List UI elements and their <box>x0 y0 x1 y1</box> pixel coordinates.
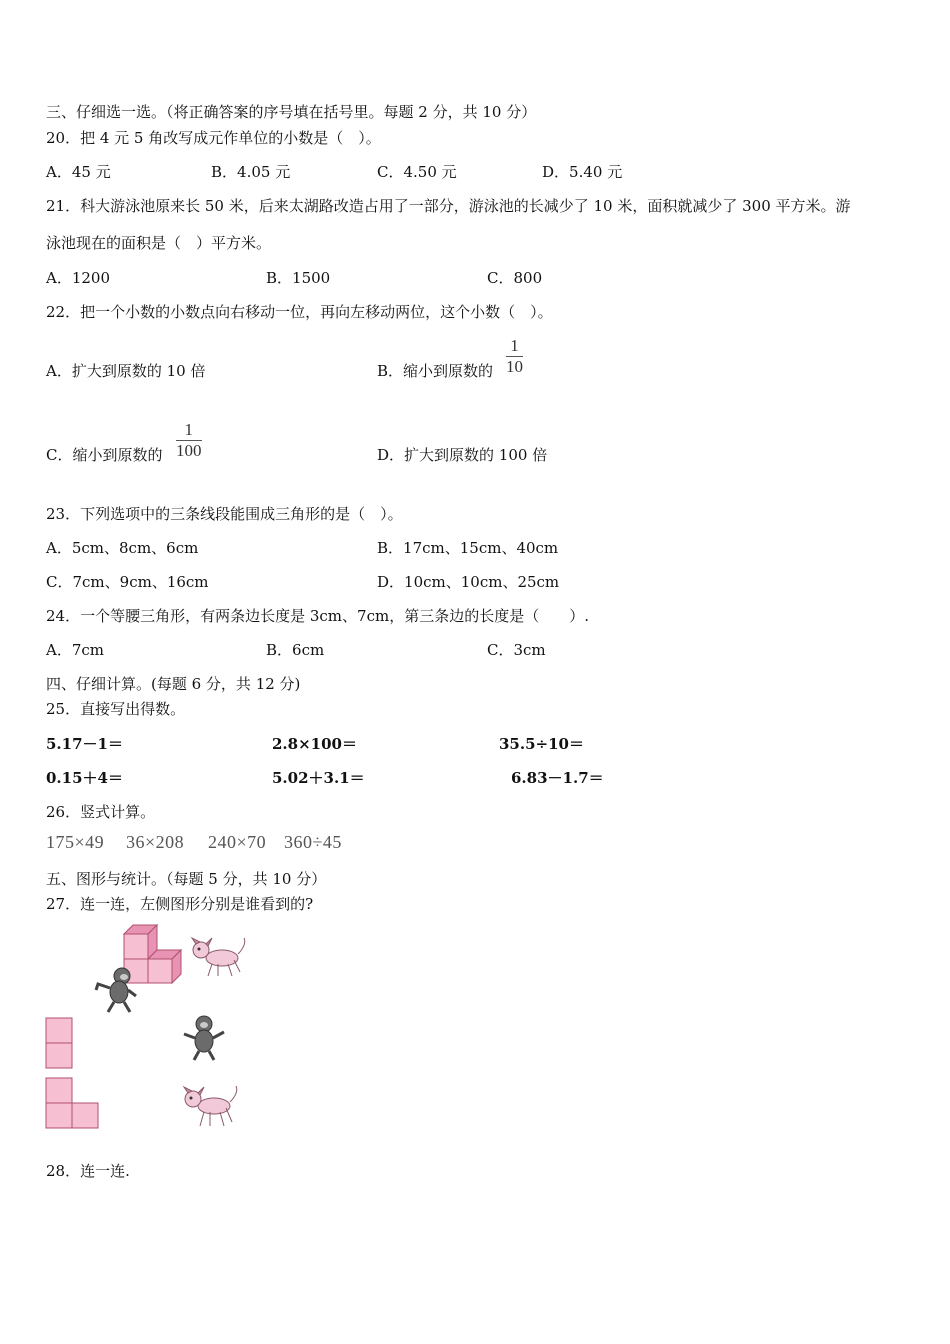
q25-expr-3: 35.5÷10＝ <box>499 735 584 753</box>
q25-expr-2: 2.8×100＝ <box>272 735 357 753</box>
q26-calc-1: 175×49 <box>46 832 105 852</box>
fraction-numerator: 1 <box>510 336 519 355</box>
q20-option-b: B．4.05 元 <box>211 163 291 181</box>
q26-calc-3: 240×70 <box>208 832 267 852</box>
q21-option-a: A．1200 <box>46 269 111 287</box>
q23-option-d: D．10cm、10cm、25cm <box>377 573 560 591</box>
q26-calc-2: 36×208 <box>126 832 185 852</box>
q23-option-b: B．17cm、15cm、40cm <box>377 539 559 557</box>
q24-option-c: C．3cm <box>487 641 546 659</box>
q22-option-a: A．扩大到原数的 10 倍 <box>46 362 206 380</box>
dog-icon <box>188 936 250 980</box>
q22-option-c-text: C．缩小到原数的 <box>46 446 163 464</box>
question-26-stem: 26．竖式计算。 <box>46 803 156 821</box>
question-21-stem-line1: 21．科大游泳池原来长 50 米，后来太湖路改造占用了一部分，游泳池的长减少了 10 米，面积就减少了 300 平方米。游 <box>46 197 851 215</box>
section-5-title: 五、图形与统计。（每题 5 分，共 10 分） <box>46 870 327 888</box>
q20-option-d: D．5.40 元 <box>542 163 623 181</box>
q24-option-a: A．7cm <box>46 641 105 659</box>
dog-icon-right <box>180 1084 242 1130</box>
fraction-denominator: 10 <box>506 357 523 376</box>
q21-option-c: C．800 <box>487 269 543 287</box>
q26-calc-4: 360÷45 <box>284 832 342 852</box>
q21-option-b: B．1500 <box>266 269 331 287</box>
fraction-denominator: 100 <box>176 441 202 460</box>
question-25-stem: 25．直接写出得数。 <box>46 700 186 718</box>
q23-option-c: C．7cm、9cm、16cm <box>46 573 209 591</box>
question-23-stem: 23．下列选项中的三条线段能围成三角形的是（ ）。 <box>46 505 403 523</box>
question-27-stem: 27．连一连，左侧图形分别是谁看到的? <box>46 895 314 913</box>
q20-option-c: C．4.50 元 <box>377 163 457 181</box>
section-4-title: 四、仔细计算。(每题 6 分，共 12 分) <box>46 675 301 693</box>
question-24-stem: 24．一个等腰三角形，有两条边长度是 3cm、7cm，第三条边的长度是（ ）. <box>46 607 589 625</box>
q22-option-c-fraction <box>176 420 202 461</box>
view-l-shape <box>45 1077 101 1131</box>
question-28-stem: 28．连一连. <box>46 1162 130 1180</box>
q22-option-b-text: B．缩小到原数的 <box>377 362 494 380</box>
view-vertical-two-squares <box>45 1017 75 1071</box>
fraction-numerator: 1 <box>184 420 193 439</box>
monkey-icon-right <box>180 1014 228 1062</box>
q25-expr-1: 5.17－1＝ <box>46 735 123 753</box>
q25-expr-4: 0.15＋4＝ <box>46 769 123 787</box>
q25-expr-5: 5.02＋3.1＝ <box>272 769 365 787</box>
question-20-stem: 20．把 4 元 5 角改写成元作单位的小数是（ ）。 <box>46 129 381 147</box>
q24-option-b: B．6cm <box>266 641 325 659</box>
section-3-title: 三、仔细选一选。（将正确答案的序号填在括号里。每题 2 分，共 10 分） <box>46 103 537 121</box>
q22-option-b-fraction <box>506 336 523 377</box>
q25-expr-6: 6.83－1.7＝ <box>511 769 604 787</box>
q20-option-a: A．45 元 <box>46 163 111 181</box>
q22-option-d: D．扩大到原数的 100 倍 <box>377 446 548 464</box>
question-21-stem-line2: 泳池现在的面积是（ ）平方米。 <box>46 234 272 252</box>
q23-option-a: A．5cm、8cm、6cm <box>46 539 199 557</box>
question-22-stem: 22．把一个小数的小数点向右移动一位，再向左移动两位，这个小数（ ）。 <box>46 303 553 321</box>
monkey-icon <box>92 966 140 1014</box>
